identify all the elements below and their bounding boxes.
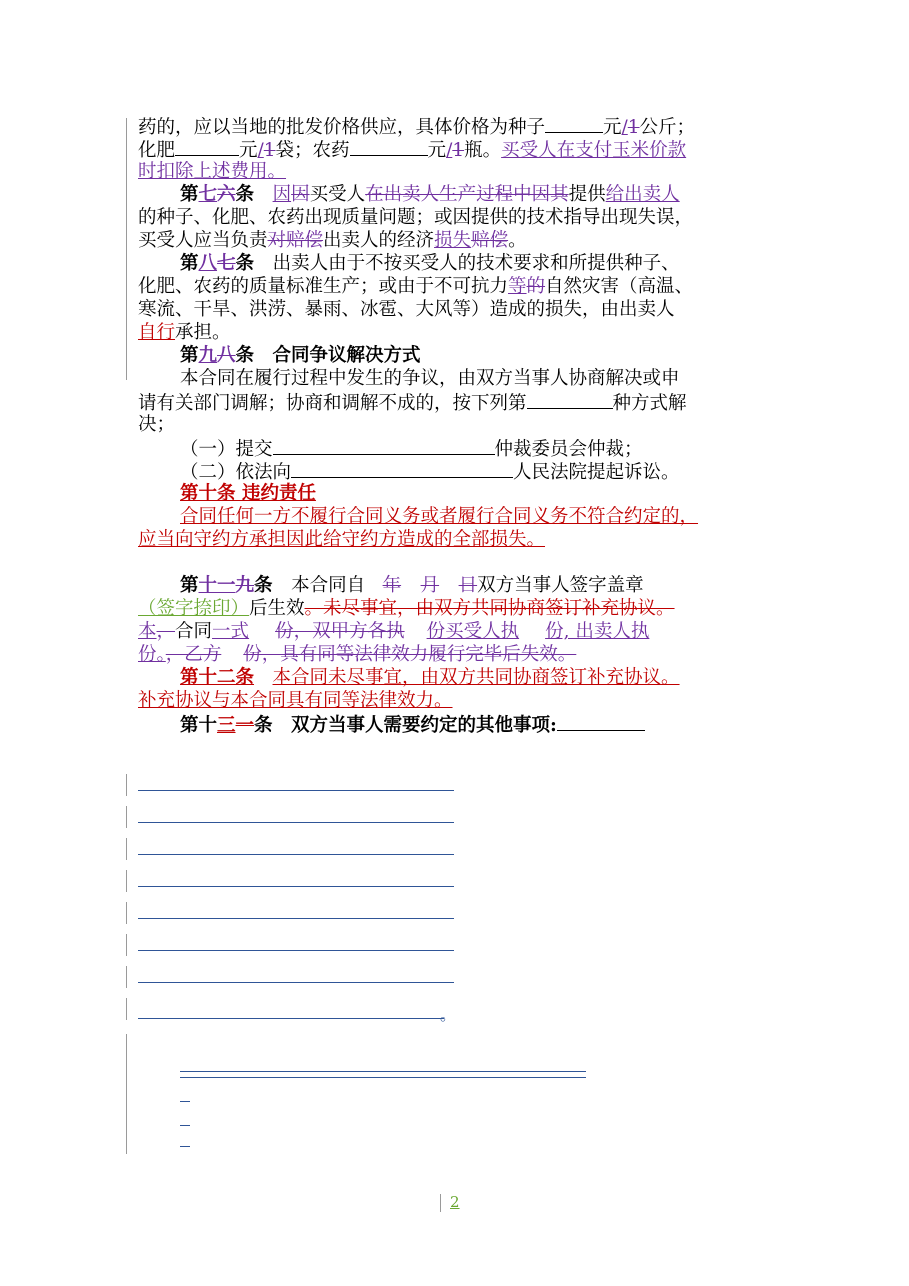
revision-bar (126, 1034, 127, 1154)
paragraph-line: 化肥 元/1袋；农药 元/1瓶。买受人在支付玉米价款 (138, 137, 788, 160)
other-matters-field[interactable] (557, 712, 645, 731)
paragraph-line: 买受人应当负责对赔偿出卖人的经济损失赔偿。 (138, 230, 527, 251)
revision-bar (126, 902, 127, 924)
paragraph-line: 应当向守约方承担因此给守约方造成的全部损失。 (138, 529, 546, 550)
entry-line[interactable] (138, 790, 454, 791)
dispute-option-1: （一）提交 仲裁委员会仲裁； (138, 436, 788, 459)
blank-field[interactable] (350, 137, 428, 156)
paragraph-line: 药的，应以当地的批发价格供应，具体价格为种子 元/1公斤； (138, 114, 788, 137)
paragraph-line: 自行承担。 (138, 322, 231, 343)
revision-bar (126, 998, 127, 1020)
page-number-bar (440, 1194, 441, 1212)
article-11-heading: 第十一九条 本合同自 年 月 日双方当事人签字盖章 (180, 575, 644, 596)
end-mark: 。 (440, 1005, 457, 1024)
paragraph-line: （签字捺印）后生效。未尽事宜，由双方共同协商签订补充协议。 (138, 598, 675, 619)
revision-bar (126, 966, 127, 988)
dispute-option-2: （二）依法向 人民法院提起诉讼。 (138, 459, 788, 482)
paragraph-line: 本合同在履行过程中发生的争议，由双方当事人协商解决或申 (180, 368, 680, 389)
paragraph-line: 寒流、干旱、洪涝、暴雨、冰雹、大风等）造成的损失，由出卖人 (138, 299, 675, 320)
revision-bar (126, 870, 127, 892)
entry-line[interactable] (138, 918, 454, 919)
revision-bar (126, 118, 127, 380)
paragraph-line: 请有关部门调解；协商和调解不成的，按下列第 种方式解 (138, 390, 788, 413)
entry-line[interactable] (180, 1071, 586, 1072)
revision-bar (126, 838, 127, 860)
article-10-heading: 第十条 违约责任 (180, 483, 316, 504)
paragraph-line: 补充协议与本合同具有同等法律效力。 (138, 690, 453, 711)
revision-bar (126, 934, 127, 956)
entry-line[interactable] (138, 886, 454, 887)
blank-field[interactable] (527, 390, 613, 409)
article-9-heading: 第九八条 合同争议解决方式 (180, 345, 421, 366)
arbitration-committee-field[interactable] (273, 436, 495, 455)
entry-line[interactable] (180, 1077, 586, 1078)
revision-bar (126, 806, 127, 828)
page-number: 2 (450, 1193, 460, 1211)
entry-line[interactable] (138, 950, 454, 951)
article-7-heading: 第七六条 因因买受人在出卖人生产过程中因其提供给出卖人 (180, 184, 680, 205)
contract-body (138, 114, 788, 735)
blank-field[interactable] (545, 114, 603, 133)
revision-bar (126, 774, 127, 796)
paragraph-line: 份。，乙方 份，具有同等法律效力履行完毕后失效。 (138, 644, 577, 665)
entry-line[interactable] (138, 1018, 444, 1019)
entry-line[interactable] (180, 1101, 190, 1102)
blank-field[interactable] (175, 137, 239, 156)
entry-line[interactable] (138, 822, 454, 823)
entry-line[interactable] (180, 1146, 190, 1147)
paragraph-line: 合同任何一方不履行合同义务或者履行合同义务不符合约定的， (180, 506, 699, 527)
paragraph-line: 时扣除上述费用。 (138, 161, 287, 182)
paragraph-line: 本，合同一式 份，双甲方各执 份买受人执 份, 出卖人执 (138, 621, 650, 642)
paragraph-line: 决； (138, 414, 176, 435)
court-field[interactable] (291, 459, 513, 478)
article-8-heading: 第八七条 出卖人由于不按买受人的技术要求和所提供种子、 (180, 253, 680, 274)
empty-line (138, 551, 788, 574)
paragraph-line: 的种子、化肥、农药出现质量问题；或因提供的技术指导出现失误， (138, 207, 694, 228)
entry-line[interactable] (138, 982, 454, 983)
article-12-heading: 第十二条 本合同未尽事宜，由双方共同协商签订补充协议。 (180, 667, 680, 688)
entry-line[interactable] (138, 854, 454, 855)
entry-line[interactable] (180, 1125, 190, 1126)
paragraph-line: 化肥、农药的质量标准生产；或由于不可抗力等的自然灾害（高温、 (138, 276, 694, 297)
article-13-heading: 第十三一条 双方当事人需要约定的其他事项: (138, 712, 788, 735)
